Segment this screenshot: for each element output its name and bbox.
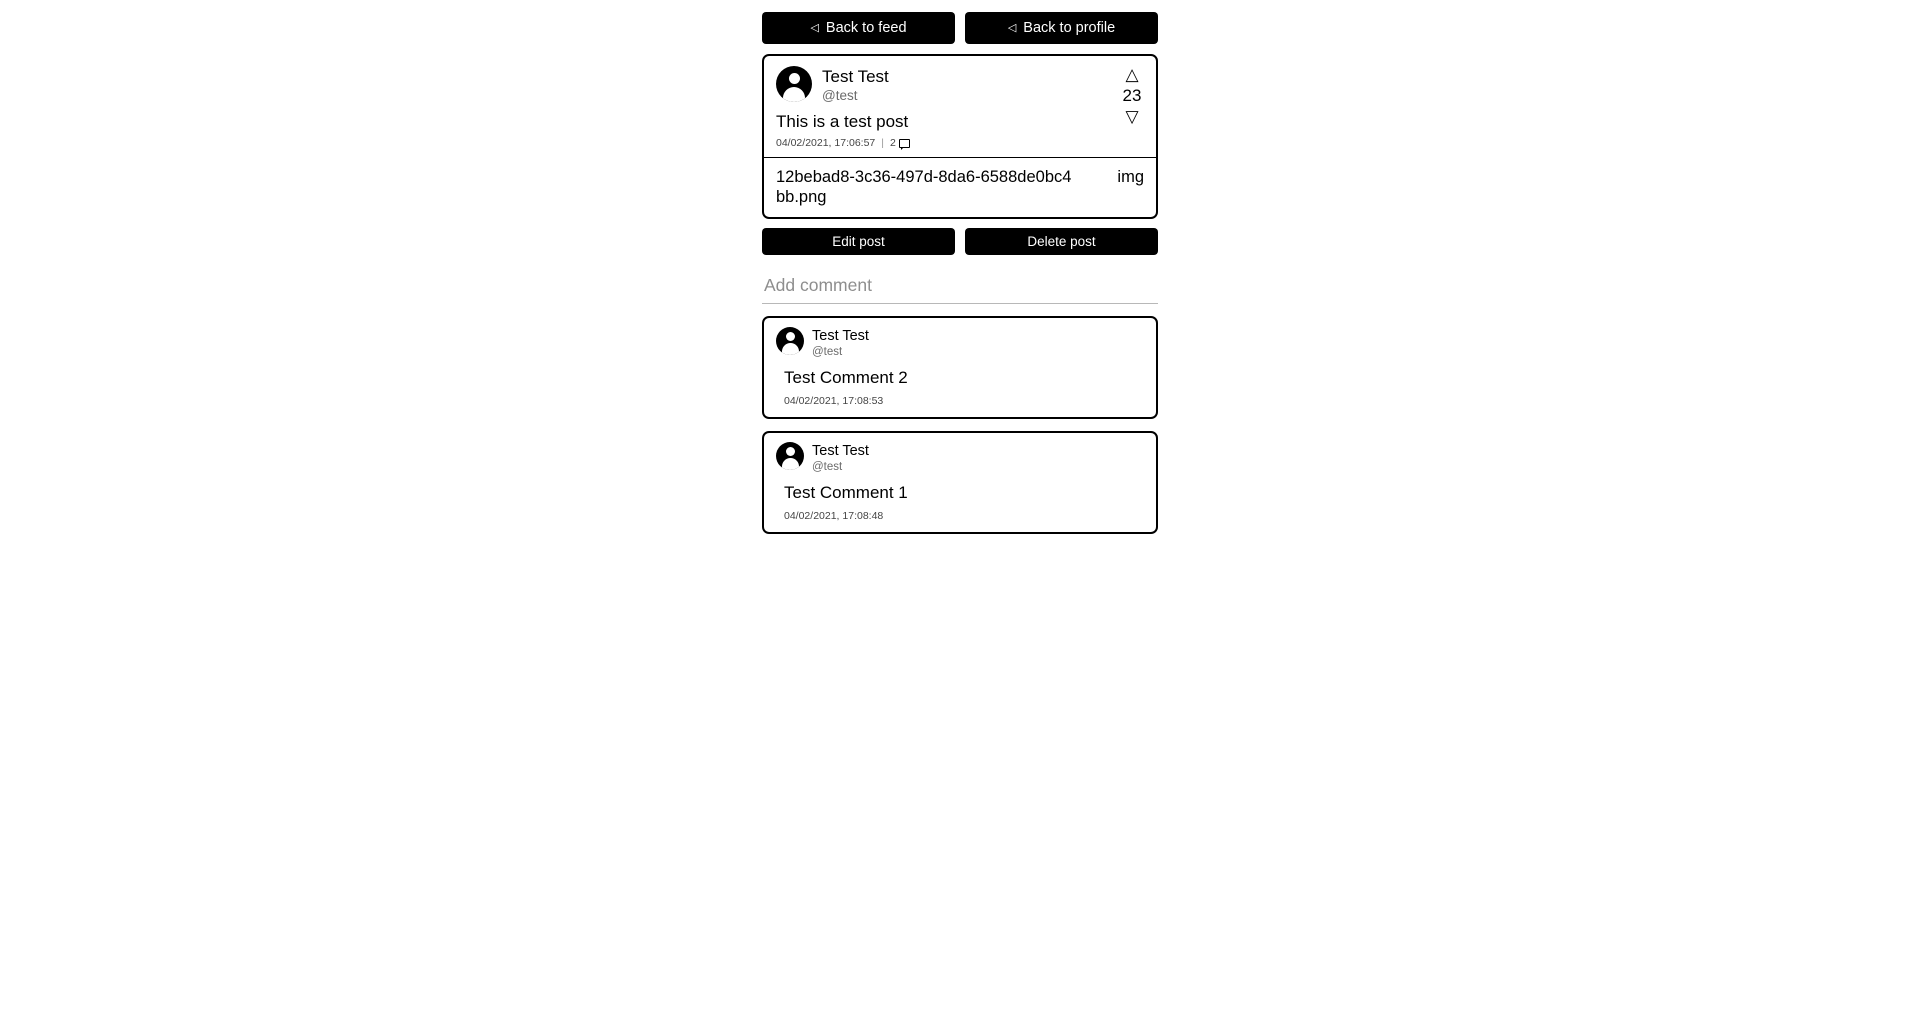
post-attachment[interactable] bbox=[764, 157, 1156, 217]
post-author-name: Test Test bbox=[822, 67, 889, 86]
comment-content: Test Comment 1 bbox=[784, 483, 908, 502]
add-comment-input[interactable] bbox=[762, 271, 1158, 304]
comment-author-name: Test Test bbox=[812, 443, 869, 459]
post-timestamp: 04/02/2021, 17:06:57 bbox=[776, 137, 876, 149]
back-arrow-icon: ◁ bbox=[1007, 21, 1017, 34]
meta-separator: | bbox=[881, 137, 884, 149]
post-author-handle: @test bbox=[822, 88, 858, 103]
delete-post-button[interactable]: Delete post bbox=[965, 228, 1158, 255]
comment-author-handle: @test bbox=[812, 346, 843, 358]
comment-author-row bbox=[776, 442, 1144, 474]
comment-bubble-icon bbox=[899, 139, 910, 148]
comments-list bbox=[762, 316, 1158, 534]
downvote-icon[interactable]: ▽ bbox=[1125, 107, 1139, 126]
vote-count: 23 bbox=[1122, 86, 1142, 105]
post-content: This is a test post bbox=[776, 112, 909, 131]
comment-content: Test Comment 2 bbox=[784, 368, 908, 387]
upvote-icon[interactable]: △ bbox=[1125, 65, 1139, 84]
avatar bbox=[776, 66, 812, 102]
attachment-filename: 12bebad8-3c36-497d-8da6-6588de0bc4bb.png bbox=[776, 168, 1072, 206]
main-column bbox=[762, 12, 1158, 534]
post-comment-count bbox=[890, 137, 910, 149]
comment-author-row bbox=[776, 327, 1144, 359]
back-to-feed-button[interactable] bbox=[762, 12, 955, 44]
back-arrow-icon: ◁ bbox=[810, 21, 819, 34]
list-item bbox=[762, 316, 1158, 419]
avatar bbox=[776, 327, 804, 355]
back-to-feed-label: Back to feed bbox=[825, 20, 907, 36]
comment-timestamp: 04/02/2021, 17:08:48 bbox=[784, 510, 884, 522]
comment-author-names bbox=[812, 327, 869, 359]
post-actions bbox=[762, 228, 1158, 255]
attachment-type: img bbox=[1117, 168, 1144, 186]
comment-author-name: Test Test bbox=[812, 328, 869, 344]
back-to-profile-label: Back to profile bbox=[1023, 20, 1116, 36]
comment-author-names bbox=[812, 442, 869, 474]
vote-control bbox=[1118, 66, 1146, 125]
avatar bbox=[776, 442, 804, 470]
post-card bbox=[762, 54, 1158, 219]
post-meta bbox=[776, 137, 1144, 149]
post-comment-count-value: 2 bbox=[890, 137, 896, 149]
post-author-row bbox=[776, 66, 1144, 104]
post-author-names bbox=[822, 66, 889, 104]
edit-post-button[interactable]: Edit post bbox=[762, 228, 955, 255]
back-to-profile-button[interactable] bbox=[965, 12, 1158, 44]
comment-timestamp: 04/02/2021, 17:08:53 bbox=[784, 395, 884, 407]
post-main bbox=[764, 56, 1156, 157]
list-item bbox=[762, 431, 1158, 534]
top-nav bbox=[762, 12, 1158, 44]
comment-author-handle: @test bbox=[812, 461, 843, 473]
